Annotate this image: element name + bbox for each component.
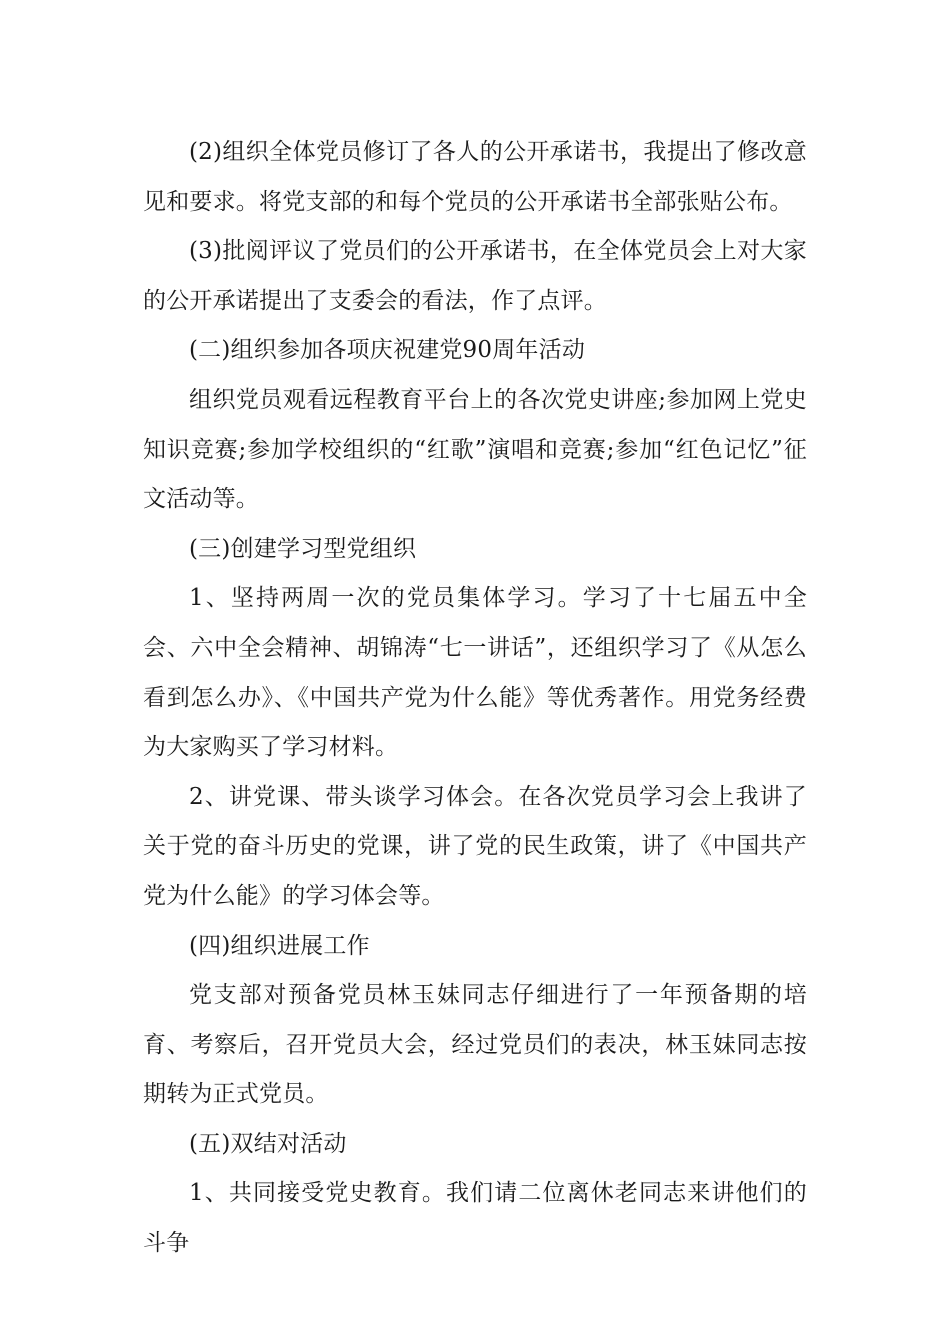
document-body <box>143 128 807 1269</box>
section-heading-anniversary: (二)组织参加各项庆祝建党90周年活动 <box>189 337 586 364</box>
paragraph-history-education: 1、共同接受党史教育。我们请二位离休老同志来讲他们的斗争 <box>143 1180 807 1257</box>
paragraph-commitment-revision: (2)组织全体党员修订了各人的公开承诺书，我提出了修改意见和要求。将党支部的和每个党员的公开承诺书全部张贴公布。 <box>143 139 807 215</box>
paragraph-group-study: 1、坚持两周一次的党员集体学习。学习了十七届五中全会、六中全会精神、胡锦涛“七一讲话”，还组织学习了《从怎么看到怎么办》、《中国共产党为什么能》等优秀著作。用党务经费为大家购买了学习材料。 <box>143 585 807 761</box>
paragraph-party-lecture: 2、讲党课、带头谈学习体会。在各次党员学习会上我讲了关于党的奋斗历史的党课，讲了党的民生政策，讲了《中国共产党为什么能》的学习体会等。 <box>143 783 807 909</box>
section-heading-learning-org: (三)创建学习型党组织 <box>189 535 417 562</box>
paragraph-anniversary-activities: 组织党员观看远程教育平台上的各次党史讲座;参加网上党史知识竞赛;参加学校组织的“红歌”演唱和竞赛;参加“红色记忆”征文活动等。 <box>143 386 807 513</box>
paragraph-commitment-review: (3)批阅评议了党员们的公开承诺书，在全体党员会上对大家的公开承诺提出了支委会的看法，作了点评。 <box>143 238 807 314</box>
section-heading-organization: (四)组织进展工作 <box>189 932 370 959</box>
section-heading-pairing: (五)双结对活动 <box>189 1130 347 1157</box>
paragraph-member-conversion: 党支部对预备党员林玉妹同志仔细进行了一年预备期的培育、考察后，召开党员大会，经过党员们的表决，林玉妹同志按期转为正式党员。 <box>143 982 807 1108</box>
